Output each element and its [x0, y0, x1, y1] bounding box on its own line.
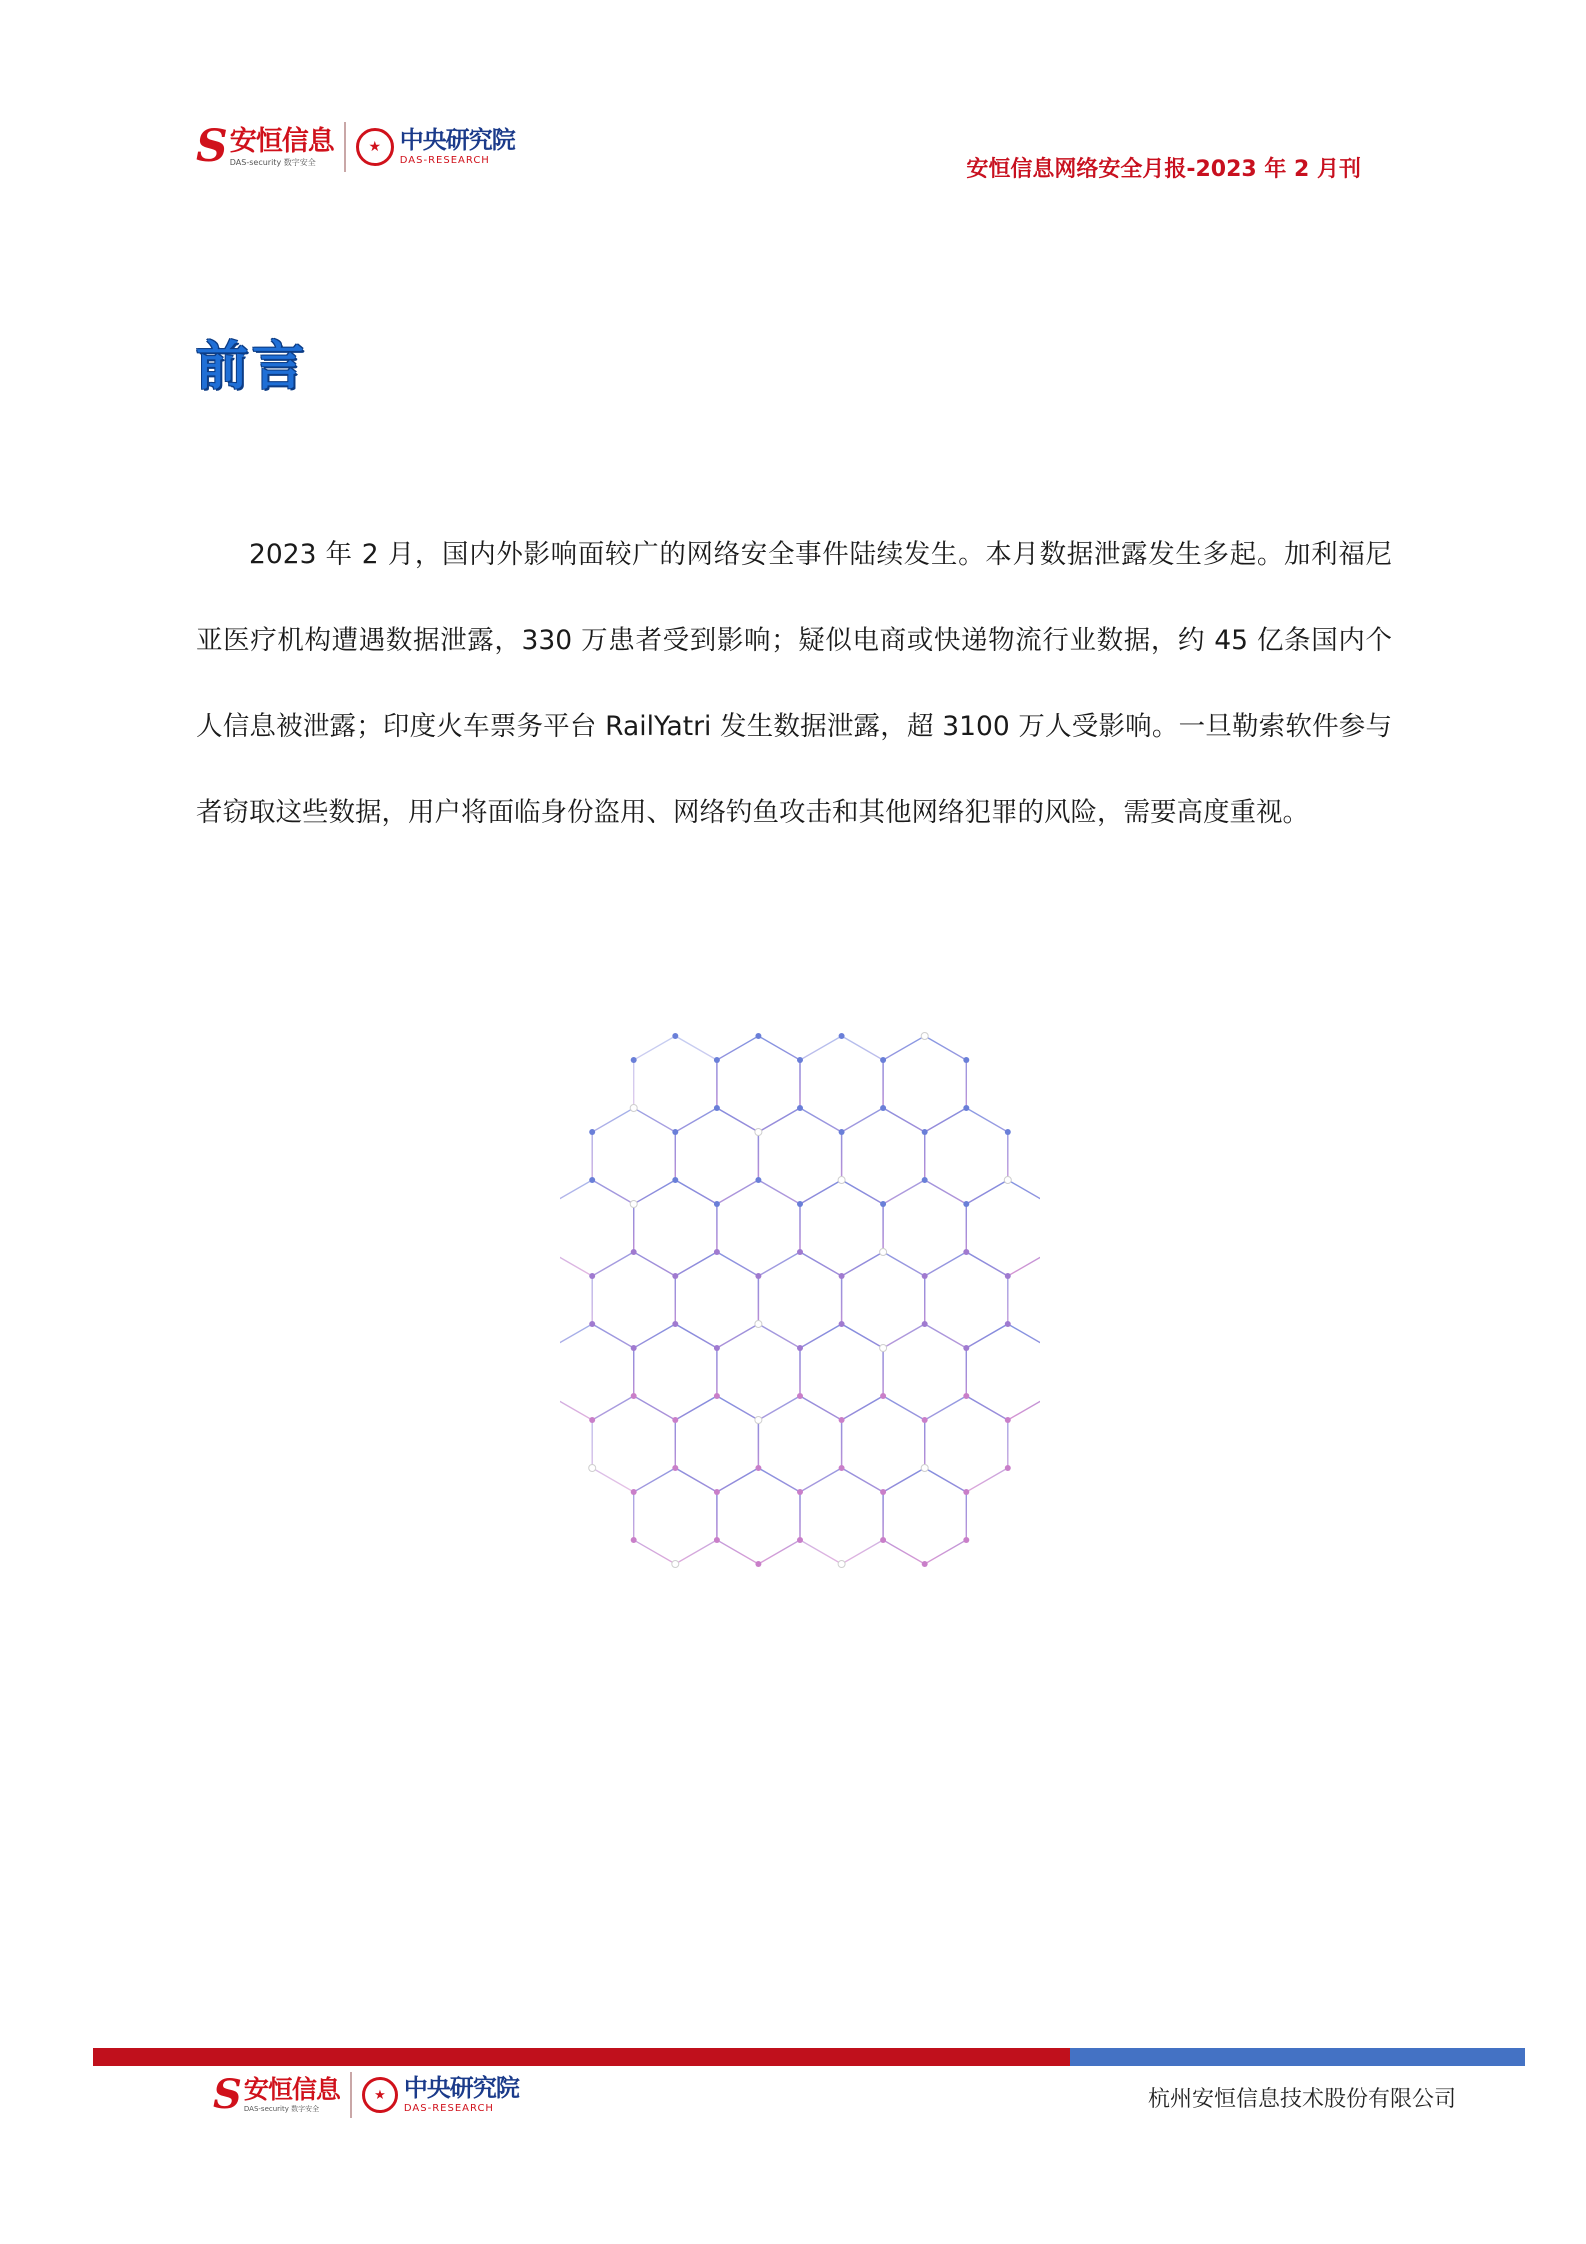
hexagon-node [797, 1537, 803, 1543]
hexagon-node [1005, 1273, 1011, 1279]
hexagon-cell [758, 1108, 841, 1204]
hexagon-node [963, 1105, 969, 1111]
hexagon-cell [675, 1396, 758, 1492]
hexagon-node [631, 1345, 637, 1351]
hexagon-node [631, 1537, 637, 1543]
hexagon-node [797, 1489, 803, 1495]
hexagon-node [672, 1129, 678, 1135]
hexagon-node [589, 1321, 595, 1327]
hexagon-node [963, 1537, 969, 1543]
footer-brand-logo [213, 2071, 340, 2118]
hexagon-node [714, 1393, 720, 1399]
report-title: 安恒信息网络安全月报-2023 年 2 月刊 [966, 157, 1361, 182]
hexagon-cell [883, 1036, 966, 1132]
hexagon-node [963, 1249, 969, 1255]
hexagon-node [797, 1105, 803, 1111]
footer-research-seal-icon: ★ [362, 2077, 398, 2113]
hexagon-node [589, 1129, 595, 1135]
hexagon-cell [966, 1180, 1040, 1276]
hexagon-cell [800, 1180, 883, 1276]
hexagon-node [839, 1465, 845, 1471]
hexagon-node [630, 1201, 637, 1208]
footer-red-bar [93, 2048, 1070, 2066]
hexagon-node [922, 1129, 928, 1135]
hexagon-node [839, 1033, 845, 1039]
footer-research-logo-sub: DAS-RESEARCH [403, 2103, 494, 2114]
hexagon-node [755, 1177, 761, 1183]
hexagon-node [672, 1033, 678, 1039]
research-logo [356, 128, 515, 166]
hexagon-cell [675, 1108, 758, 1204]
hexagon-node [1005, 1417, 1011, 1423]
hexagon-node [755, 1129, 762, 1136]
hexagon-cell [717, 1324, 800, 1420]
hexagon-cell [842, 1108, 925, 1204]
hexagon-node [880, 1057, 886, 1063]
hexagon-node [839, 1273, 845, 1279]
hexagon-cell [842, 1396, 925, 1492]
hexagon-node [631, 1249, 637, 1255]
hexagon-cell [592, 1108, 675, 1204]
hexagon-node [714, 1489, 720, 1495]
hexagon-cell [634, 1180, 717, 1276]
hexagon-node [714, 1249, 720, 1255]
hexagon-cell [883, 1180, 966, 1276]
hexagon-node [672, 1177, 678, 1183]
hexagon-node [589, 1465, 596, 1472]
hexagon-node [714, 1105, 720, 1111]
hexagon-node [880, 1105, 886, 1111]
hexagon-node [755, 1033, 761, 1039]
hexagon-node [631, 1393, 637, 1399]
hexagon-node [797, 1249, 803, 1255]
hexagon-node [797, 1345, 803, 1351]
hexagon-node [1005, 1129, 1011, 1135]
hexagon-cell [883, 1468, 966, 1564]
hexagon-cell [560, 1180, 634, 1276]
hexagon-node [714, 1345, 720, 1351]
header-logos [196, 122, 515, 172]
hexagon-node [755, 1273, 761, 1279]
hexagon-node [963, 1345, 969, 1351]
hexagon-node [672, 1417, 678, 1423]
hexagon-node [672, 1465, 678, 1471]
hexagon-cell [925, 1396, 1008, 1492]
hexagon-node [922, 1177, 928, 1183]
hexagon-node [839, 1321, 845, 1327]
brand-logo-text: 安恒信息 [229, 125, 334, 157]
hexagon-node [880, 1489, 886, 1495]
hexagon-cell [758, 1396, 841, 1492]
brand-logo-sub: DAS-security 数字安全 [229, 157, 316, 167]
hexagon-node [963, 1057, 969, 1063]
footer-logos [213, 2072, 519, 2118]
hexagon-cell [634, 1036, 717, 1132]
logo-divider [344, 122, 346, 172]
hexagon-node [880, 1201, 886, 1207]
hexagon-node [589, 1417, 595, 1423]
research-seal-icon: ★ [356, 128, 394, 166]
hexagon-node [922, 1561, 928, 1567]
hexagon-node [922, 1417, 928, 1423]
section-title: 前言 [196, 337, 309, 397]
hexagon-cell [675, 1252, 758, 1348]
research-logo-text: 中央研究院 [399, 126, 515, 154]
hexagon-node [755, 1465, 761, 1471]
hexagon-node [755, 1561, 761, 1567]
hexagon-node [714, 1537, 720, 1543]
hexagon-node [1005, 1321, 1011, 1327]
hexagon-node [1004, 1177, 1011, 1184]
hexagon-node [838, 1561, 845, 1568]
hexagon-cell [758, 1252, 841, 1348]
research-logo-sub: DAS-RESEARCH [399, 155, 490, 166]
hexagon-cell [800, 1036, 883, 1132]
hexagon-node [880, 1249, 887, 1256]
hexagon-node [880, 1393, 886, 1399]
hexagon-cell [717, 1036, 800, 1132]
hexagon-cell [560, 1324, 634, 1420]
footer-blue-bar [1070, 2048, 1525, 2066]
brand-s-icon: S [196, 121, 228, 172]
hexagon-cell [634, 1324, 717, 1420]
hexagon-node [672, 1561, 679, 1568]
footer-research-logo [362, 2076, 519, 2114]
hexagon-node [839, 1417, 845, 1423]
hexagon-cell [800, 1468, 883, 1564]
footer-logo-divider [350, 2072, 352, 2118]
hexagon-node [755, 1417, 762, 1424]
hexagon-node [839, 1129, 845, 1135]
hexagon-node [963, 1201, 969, 1207]
hexagon-node [921, 1465, 928, 1472]
hexagon-cell [634, 1468, 717, 1564]
footer-brand-logo-sub: DAS-security 数字安全 [243, 2105, 320, 2113]
hexagon-cell [925, 1108, 1008, 1204]
hexagon-cell [592, 1252, 675, 1348]
hexagon-node [963, 1393, 969, 1399]
hexagon-node [630, 1105, 637, 1112]
hexagon-node [880, 1345, 887, 1352]
hexagon-network-icon [560, 1030, 1040, 1570]
hexagon-cell [842, 1252, 925, 1348]
hexagon-node [838, 1177, 845, 1184]
hexagon-node [631, 1489, 637, 1495]
hexagon-node [880, 1537, 886, 1543]
hexagon-node [1005, 1465, 1011, 1471]
hexagon-node [755, 1321, 762, 1328]
footer-research-logo-text: 中央研究院 [403, 2074, 519, 2102]
brand-logo [196, 121, 334, 172]
hexagon-node [922, 1273, 928, 1279]
hexagon-node [797, 1057, 803, 1063]
footer-brand-s-icon: S [213, 2071, 242, 2118]
footer-company-name: 杭州安恒信息技术股份有限公司 [1147, 2087, 1456, 2112]
hexagon-cell [800, 1324, 883, 1420]
hexagon-node [672, 1321, 678, 1327]
hexagon-node [589, 1273, 595, 1279]
hexagon-node [714, 1201, 720, 1207]
hexagon-cell [717, 1180, 800, 1276]
hexagon-cell [966, 1324, 1040, 1420]
hexagon-node [631, 1057, 637, 1063]
intro-paragraph: 2023 年 2 月，国内外影响面较广的网络安全事件陆续发生。本月数据泄露发生多起。加利福尼亚医疗机构遭遇数据泄露，330 万患者受到影响；疑似电商或快递物流行业数据，约 45 亿条国内个人信息被泄露；印度火车票务平台 RailYatri 发生数据泄露，超 3100 万人受影响。一旦勒索软件参与者窃取这些数据，用户将面临身份盗用、网络钓鱼攻击和其他网络犯罪的风险，需要高度重视。 [196, 539, 1392, 828]
hexagon-cell [925, 1252, 1008, 1348]
hexagon-node [714, 1057, 720, 1063]
hexagon-node [672, 1273, 678, 1279]
hexagon-cell [717, 1468, 800, 1564]
footer-brand-logo-text: 安恒信息 [243, 2075, 340, 2104]
hexagon-cell [883, 1324, 966, 1420]
hexagon-node [963, 1489, 969, 1495]
hexagon-node [589, 1177, 595, 1183]
hexagon-cell [592, 1396, 675, 1492]
hexagon-node [921, 1033, 928, 1040]
hexagon-node [797, 1393, 803, 1399]
hexagon-node [797, 1201, 803, 1207]
hexagon-node [922, 1321, 928, 1327]
